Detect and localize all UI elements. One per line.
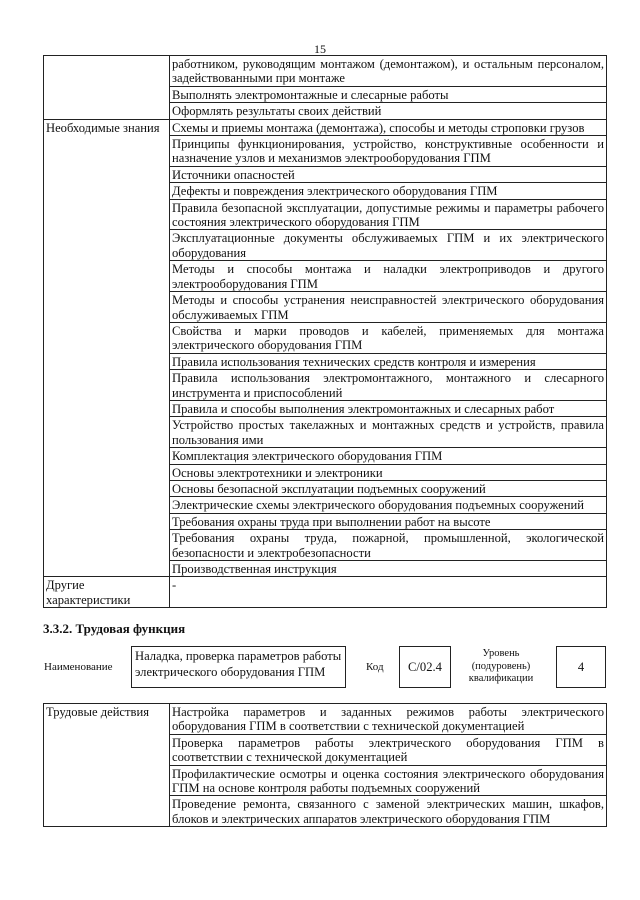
row-item: Электрические схемы электрического оборудования подъемных сооружений xyxy=(170,497,607,513)
row-item: Правила и способы выполнения электромонтажных и слесарных работ xyxy=(170,400,607,416)
name-value: Наладка, проверка параметров работы электрического оборудования ГПМ xyxy=(135,649,342,679)
row-item: Источники опасностей xyxy=(170,166,607,182)
table-row xyxy=(44,704,607,735)
section-title: 3.3.2. Трудовая функция xyxy=(43,621,186,636)
row-item: - xyxy=(170,577,607,608)
row-item: Проведение ремонта, связанного с заменой электрических машин, шкафов, блоков и электрических аппаратов электрического оборудования ГПМ xyxy=(170,796,607,827)
code-value: С/02.4 xyxy=(408,659,442,674)
row-item: Основы электротехники и электроники xyxy=(170,464,607,480)
row-item: Настройка параметров и заданных режимов работы электрического оборудования ГПМ в соответствии с технической документацией xyxy=(170,704,607,735)
name-label: Наименование xyxy=(44,661,113,673)
row-label: Необходимые знания xyxy=(44,119,170,577)
page-number: 15 xyxy=(314,42,326,56)
row-item: Профилактические осмотры и оценка состояния электрического оборудования ГПМ на основе контроля работы подъемных сооружений xyxy=(170,765,607,796)
row-item: Основы безопасной эксплуатации подъемных сооружений xyxy=(170,480,607,496)
row-item: Устройство простых такелажных и монтажных средств и устройств, правила пользования ими xyxy=(170,417,607,448)
level-value: 4 xyxy=(577,659,585,674)
knowledge-table xyxy=(43,55,607,608)
level-label: Уровень (подуровень) квалификации xyxy=(468,648,534,684)
row-item: Производственная инструкция xyxy=(170,561,607,577)
row-item: Эксплуатационные документы обслуживаемых ГПМ и их электрического оборудования xyxy=(170,230,607,261)
row-item: Правила использования электромонтажного, монтажного и слесарного инструмента и приспособлений xyxy=(170,370,607,401)
row-item: Правила безопасной эксплуатации, допустимые режимы и параметры рабочего состояния электрического оборудования ГПМ xyxy=(170,199,607,230)
name-value-box xyxy=(131,646,346,688)
table-row xyxy=(44,577,607,608)
row-item: Комплектация электрического оборудования ГПМ xyxy=(170,448,607,464)
row-item: Схемы и приемы монтажа (демонтажа), способы и методы строповки грузов xyxy=(170,119,607,135)
row-item: Оформлять результаты своих действий xyxy=(170,103,607,119)
level-value-box xyxy=(556,646,606,688)
row-item: Свойства и марки проводов и кабелей, применяемых для монтажа электрического оборудования ГПМ xyxy=(170,322,607,353)
row-item: Методы и способы устранения неисправностей электрического оборудования обслуживаемых ГПМ xyxy=(170,292,607,323)
function-header xyxy=(43,646,606,688)
row-item: Правила использования технических средств контроля и измерения xyxy=(170,353,607,369)
actions-table xyxy=(43,703,607,827)
row-item: работником, руководящим монтажом (демонтажом), и остальным персоналом, задействованными при монтаже xyxy=(170,56,607,87)
row-item: Дефекты и повреждения электрического оборудования ГПМ xyxy=(170,183,607,199)
row-item: Требования охраны труда при выполнении работ на высоте xyxy=(170,513,607,529)
code-label: Код xyxy=(366,661,384,673)
row-label: Трудовые действия xyxy=(44,704,170,827)
row-item: Методы и способы монтажа и наладки электроприводов и другого электрооборудования ГПМ xyxy=(170,261,607,292)
table-row xyxy=(44,119,607,135)
row-label: Другие характеристики xyxy=(44,577,170,608)
table-row xyxy=(44,56,607,87)
row-item: Требования охраны труда, пожарной, промышленной, экологической безопасности и электробезопасности xyxy=(170,530,607,561)
code-value-box xyxy=(399,646,451,688)
row-item: Выполнять электромонтажные и слесарные работы xyxy=(170,86,607,102)
row-item: Принципы функционирования, устройство, конструктивные особенности и назначение узлов и механизмов электрооборудования ГПМ xyxy=(170,136,607,167)
row-item: Проверка параметров работы электрического оборудования ГПМ в соответствии с технической документацией xyxy=(170,734,607,765)
row-label xyxy=(44,56,170,120)
